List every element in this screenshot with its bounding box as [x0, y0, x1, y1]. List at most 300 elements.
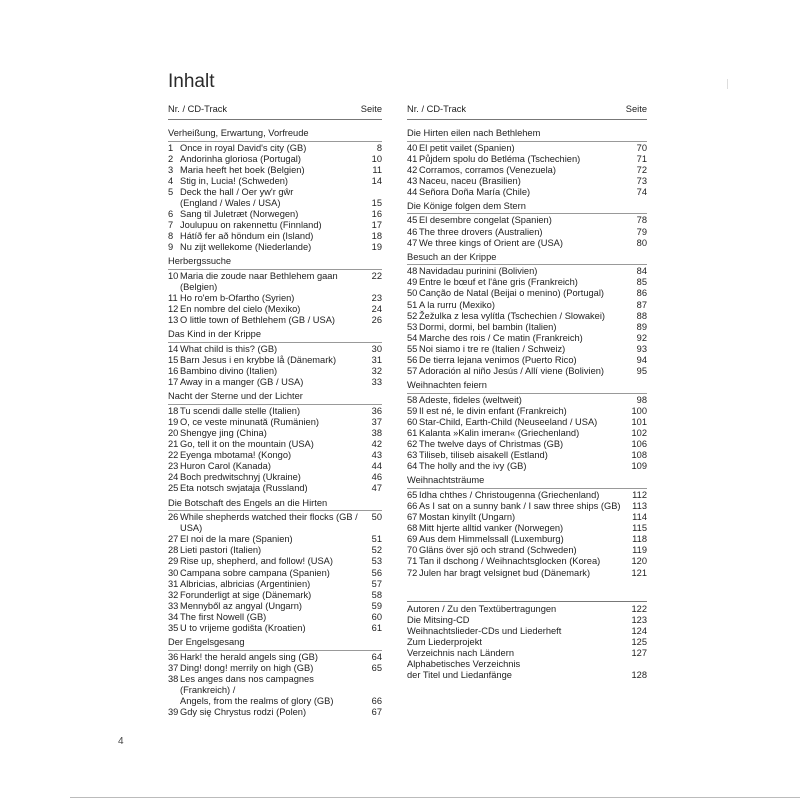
- track-number: 28: [168, 545, 179, 556]
- toc-entry: [168, 271, 382, 293]
- song-title: Eyenga mbotama! (Kongo): [180, 450, 292, 461]
- song-title: As I sat on a sunny bank / I saw three ships (GB): [419, 500, 621, 511]
- toc-entry: [168, 231, 382, 242]
- toc-section: [168, 498, 382, 635]
- song-title: Entre le bœuf et l'âne gris (Frankreich): [419, 277, 578, 288]
- appendix-title: Zum Liederprojekt: [407, 636, 482, 647]
- page-ref: 52: [371, 545, 382, 556]
- song-title: Stig in, Lucia! (Schweden): [180, 175, 289, 186]
- section-title: Herbergssuche: [168, 256, 382, 270]
- appendix-entry: [407, 648, 647, 659]
- track-header: Nr. / CD-Track: [407, 104, 467, 114]
- page-title: Inhalt: [168, 71, 215, 92]
- page-number: 4: [118, 736, 124, 747]
- track-number: 66: [407, 500, 418, 511]
- right-sections: [407, 128, 647, 579]
- page-ref: 8: [376, 142, 382, 153]
- track-number: 32: [168, 589, 179, 600]
- page-ref: 85: [636, 277, 647, 288]
- page-ref: 42: [371, 439, 382, 450]
- track-number: 19: [168, 416, 179, 427]
- track-number: 36: [168, 651, 179, 662]
- toc-entry: [407, 176, 647, 187]
- section-title: Die Könige folgen dem Stern: [407, 201, 647, 215]
- page-ref: 59: [371, 600, 382, 611]
- page-ref: 61: [371, 622, 382, 633]
- track-number: 33: [168, 600, 179, 611]
- song-title: Tan il dschong / Weihnachtsglocken (Korea): [419, 556, 601, 567]
- song-title: Marche des rois / Ce matin (Frankreich): [419, 332, 583, 343]
- song-title: Nu zijt wellekome (Niederlande): [180, 242, 312, 253]
- track-number: 22: [168, 450, 179, 461]
- track-number: 16: [168, 366, 179, 377]
- page-ref: 101: [631, 416, 647, 427]
- track-number: 3: [168, 164, 174, 175]
- toc-entry: [168, 428, 382, 439]
- toc-section: [168, 329, 382, 388]
- track-number: 63: [407, 450, 418, 461]
- page-ref: 89: [636, 321, 647, 332]
- page-ref: [362, 187, 382, 198]
- toc-left-column: [168, 103, 382, 718]
- toc-entry: [407, 277, 647, 288]
- appendix-title: Autoren / Zu den Textübertragungen: [407, 603, 557, 614]
- page-ref: 124: [631, 625, 647, 636]
- song-title: Señora Doña María (Chile): [419, 186, 531, 197]
- toc-entry: [168, 512, 382, 534]
- page-ref: 95: [636, 366, 647, 377]
- track-number: 7: [168, 220, 174, 231]
- toc-entry: [407, 215, 647, 226]
- song-title: Kalanta »Kalin imeran« (Griechenland): [419, 427, 580, 438]
- page-ref: 72: [636, 164, 647, 175]
- appendix-entry: [407, 604, 647, 615]
- toc-entry: [407, 395, 647, 406]
- song-title: Ho ro'em b-Ofartho (Syrien): [180, 293, 295, 304]
- track-number: 6: [168, 209, 174, 220]
- page-header: Seite: [625, 104, 647, 114]
- song-title: Maria heeft het boek (Belgien): [180, 164, 305, 175]
- appendix-list: [407, 601, 647, 682]
- toc-entry: [407, 227, 647, 238]
- toc-section: [168, 128, 382, 253]
- track-number: 9: [168, 242, 174, 253]
- track-number: 4: [168, 175, 174, 186]
- toc-entry: [168, 623, 382, 634]
- track-number: 25: [168, 483, 179, 494]
- toc-entry: [407, 238, 647, 249]
- appendix-entry: [407, 659, 647, 670]
- track-number: 46: [407, 226, 418, 237]
- page-ref: 50: [371, 512, 382, 523]
- track-number: 58: [407, 394, 418, 405]
- track-number: 64: [407, 461, 418, 472]
- track-number: 53: [407, 321, 418, 332]
- page-ref: 10: [371, 153, 382, 164]
- page-ref: 11: [372, 164, 382, 175]
- song-title: A la rurru (Mexiko): [419, 299, 495, 310]
- bottom-rule: [70, 797, 800, 798]
- page-ref: 112: [632, 489, 647, 500]
- page-ref: 66: [371, 695, 382, 706]
- toc-entry: [168, 674, 382, 696]
- song-title: Aus dem Himmelssall (Luxemburg): [419, 534, 564, 545]
- song-title: Bambino divino (Italien): [180, 366, 278, 377]
- track-number: 52: [407, 310, 418, 321]
- column-header: [168, 103, 382, 116]
- page-ref: 88: [636, 310, 647, 321]
- page-ref: 86: [636, 288, 647, 299]
- toc-entry: [168, 590, 382, 601]
- page-ref: 115: [632, 523, 647, 534]
- toc-entry: [407, 556, 647, 567]
- song-title: Joulupuu on rakennettu (Finnland): [180, 220, 322, 231]
- toc-section: [168, 256, 382, 326]
- track-number: [168, 696, 180, 707]
- toc-entry: [407, 417, 647, 428]
- page-header: Seite: [360, 104, 382, 114]
- page-ref: [362, 674, 382, 696]
- track-number: 61: [407, 427, 418, 438]
- toc-entry: [168, 534, 382, 545]
- song-title: El noi de la mare (Spanien): [180, 534, 293, 545]
- page-ref: 70: [636, 142, 647, 153]
- toc-entry: [168, 439, 382, 450]
- toc-entry: [168, 176, 382, 187]
- song-title: Albricias, albricias (Argentinien): [180, 578, 311, 589]
- toc-entry: [407, 266, 647, 277]
- page-ref: 80: [636, 237, 647, 248]
- page-ref: 47: [371, 483, 382, 494]
- song-title: Julen har bragt velsignet bud (Dänemark): [419, 567, 591, 578]
- toc-entry: [168, 220, 382, 231]
- toc-entry: [407, 165, 647, 176]
- track-number: 26: [168, 512, 179, 523]
- track-number: 30: [168, 567, 179, 578]
- song-title: While shepherds watched their flocks (GB / USA): [180, 512, 361, 534]
- page-ref: 127: [631, 647, 647, 658]
- track-number: 38: [168, 673, 179, 684]
- song-title: Mostan kinyílt (Ungarn): [419, 512, 516, 523]
- song-title: Žežulka z lesa vylítla (Tschechien / Slowakei): [419, 310, 606, 321]
- appendix-title: Verzeichnis nach Ländern: [407, 647, 514, 658]
- section-title: Nacht der Sterne und der Lichter: [168, 391, 382, 405]
- song-title: O, ce veste minunată (Rumänien): [180, 416, 319, 427]
- page-ref: 64: [371, 651, 382, 662]
- track-number: 20: [168, 427, 179, 438]
- header-rule: [168, 119, 382, 120]
- toc-entry: [407, 288, 647, 299]
- track-number: 45: [407, 215, 418, 226]
- toc-entry: [168, 315, 382, 326]
- page-ref: 123: [631, 614, 647, 625]
- page-ref: 128: [631, 670, 647, 681]
- track-number: 54: [407, 332, 418, 343]
- page-ref: 53: [371, 556, 382, 567]
- song-title: De tierra lejana venimos (Puerto Rico): [419, 355, 577, 365]
- song-title: Gdy się Chrystus rodzi (Polen): [180, 707, 307, 718]
- page-ref: 74: [636, 186, 647, 197]
- toc-entry: [168, 461, 382, 472]
- section-title: Verheißung, Erwartung, Vorfreude: [168, 128, 382, 142]
- track-number: 44: [407, 186, 418, 197]
- song-title: Boch predwitschnyj (Ukraine): [180, 472, 301, 483]
- toc-entry: [407, 534, 647, 545]
- page-ref: 33: [371, 377, 382, 388]
- toc-entry: [407, 300, 647, 311]
- page-ref: 24: [371, 304, 382, 315]
- toc-entry: [168, 612, 382, 623]
- page-ref: 120: [631, 556, 647, 567]
- song-title: Půjdem spolu do Betléma (Tschechien): [419, 153, 581, 164]
- track-number: 42: [407, 164, 418, 175]
- toc-entry: [407, 366, 647, 377]
- toc-entry: [407, 568, 647, 579]
- track-number: 27: [168, 534, 179, 545]
- page-ref: 32: [371, 366, 382, 377]
- toc-entry: [168, 187, 382, 198]
- page-ref: 119: [632, 545, 647, 556]
- page-ref: 92: [636, 332, 647, 343]
- page-ref: 31: [371, 355, 382, 365]
- song-title: Corramos, corramos (Venezuela): [419, 164, 556, 175]
- page-ref: 16: [371, 209, 382, 220]
- song-title: El petit vailet (Spanien): [419, 142, 515, 153]
- song-title: Maria die zoude naar Bethlehem gaan (Belgien): [180, 270, 341, 293]
- song-title: The three drovers (Australien): [419, 226, 543, 237]
- song-title: The twelve days of Christmas (GB): [419, 439, 564, 450]
- song-title: Tiliseb, tiliseb aisakell (Estland): [419, 450, 548, 461]
- song-title: U to vrijeme godišta (Kroatien): [180, 622, 306, 633]
- page-ref: 15: [371, 197, 382, 208]
- toc-entry: [168, 143, 382, 154]
- track-number: 11: [168, 293, 178, 304]
- track-number: 55: [407, 343, 418, 354]
- song-title: Mennyből az angyal (Ungarn): [180, 600, 302, 611]
- toc-entry: [168, 198, 382, 209]
- song-title: O little town of Bethlehem (GB / USA): [180, 315, 336, 326]
- page-ref: 100: [631, 405, 647, 416]
- track-number: 2: [168, 153, 174, 164]
- toc-entry: [407, 461, 647, 472]
- track-number: 49: [407, 277, 418, 288]
- toc-entry: [407, 501, 647, 512]
- track-number: 8: [168, 231, 174, 242]
- track-number: 13: [168, 315, 179, 326]
- toc-section: [407, 380, 647, 472]
- song-title: Campana sobre campana (Spanien): [180, 567, 330, 578]
- section-title: Weihnachtsträume: [407, 475, 647, 489]
- track-number: 24: [168, 472, 179, 483]
- page-ref: 114: [632, 512, 647, 523]
- page-ref: 51: [371, 534, 382, 545]
- toc-entry: [407, 439, 647, 450]
- toc-entry: [407, 523, 647, 534]
- track-number: 60: [407, 416, 418, 427]
- song-title: The first Nowell (GB): [180, 611, 267, 622]
- toc-entry: [168, 355, 382, 366]
- page-ref: 65: [371, 662, 382, 673]
- track-number: 35: [168, 622, 179, 633]
- toc-right-column: [407, 103, 647, 681]
- toc-entry: [407, 545, 647, 556]
- track-number: 51: [407, 299, 418, 310]
- song-title: Naceu, naceu (Brasilien): [419, 175, 521, 186]
- toc-entry: [168, 242, 382, 253]
- song-title: Mitt hjerte alltid vanker (Norwegen): [419, 523, 564, 534]
- track-number: 50: [407, 288, 418, 299]
- page-ref: 18: [371, 231, 382, 242]
- song-title: Hátíð fer að höndum ein (Island): [180, 231, 314, 242]
- toc-section: [407, 201, 647, 249]
- page-ref: 93: [636, 343, 647, 354]
- appendix-title: Die Mitsing-CD: [407, 614, 470, 625]
- page-ref: 106: [631, 439, 647, 450]
- track-number: 31: [168, 578, 179, 589]
- song-title: Once in royal David's city (GB): [180, 142, 307, 153]
- page-ref: 67: [371, 707, 382, 718]
- page-ref: 78: [636, 215, 647, 226]
- track-header: Nr. / CD-Track: [168, 104, 228, 114]
- toc-entry: [168, 652, 382, 663]
- track-number: 43: [407, 175, 418, 186]
- track-number: 72: [407, 567, 418, 578]
- track-number: 70: [407, 545, 418, 556]
- song-title: Idha chthes / Christougenna (Griechenland): [419, 489, 600, 500]
- page-ref: 43: [371, 450, 382, 461]
- page-ref: 19: [371, 242, 382, 253]
- track-number: 62: [407, 439, 418, 450]
- toc-entry: [168, 707, 382, 718]
- toc-entry: [407, 344, 647, 355]
- toc-entry: [168, 601, 382, 612]
- section-title: Die Hirten eilen nach Bethlehem: [407, 128, 647, 142]
- track-number: 68: [407, 523, 418, 534]
- appendix-title: Weihnachtslieder-CDs und Liederheft: [407, 625, 562, 636]
- page-ref: 36: [371, 405, 382, 416]
- toc-entry: [168, 406, 382, 417]
- track-number: 14: [168, 343, 179, 354]
- track-number: 15: [168, 355, 179, 365]
- song-title: We three kings of Orient are (USA): [419, 237, 563, 248]
- song-title: Deck the hall / Oer yw'r gŵr: [180, 186, 294, 197]
- track-number: 34: [168, 611, 179, 622]
- track-number: 29: [168, 556, 179, 567]
- track-number: 1: [168, 142, 174, 153]
- section-title: Das Kind in der Krippe: [168, 329, 382, 343]
- page-ref: 30: [371, 343, 382, 354]
- appendix-entry: [407, 637, 647, 648]
- toc-section: [407, 128, 647, 198]
- toc-entry: [168, 344, 382, 355]
- page-ref: 102: [631, 427, 647, 438]
- song-title: El desembre congelat (Spanien): [419, 215, 552, 226]
- song-title: Il est né, le divin enfant (Frankreich): [419, 405, 567, 416]
- song-title: Tu scendi dalle stelle (Italien): [180, 405, 301, 416]
- section-title: Die Botschaft des Engels an die Hirten: [168, 498, 382, 512]
- section-title: Besuch an der Krippe: [407, 252, 647, 266]
- track-number: 18: [168, 405, 179, 416]
- toc-entry: [168, 154, 382, 165]
- page-ref: 56: [371, 567, 382, 578]
- appendix-entry: [407, 670, 647, 681]
- toc-entry: [168, 293, 382, 304]
- page-ref: 26: [371, 315, 382, 326]
- song-title: Lieti pastori (Italien): [180, 545, 262, 556]
- page-ref: 22: [371, 270, 382, 281]
- toc-entry: [407, 322, 647, 333]
- track-number: 48: [407, 266, 418, 277]
- track-number: 5: [168, 186, 174, 197]
- track-number: 41: [407, 153, 418, 164]
- toc-entry: [168, 556, 382, 567]
- appendix-entry: [407, 615, 647, 626]
- page-ref: 122: [631, 603, 647, 614]
- toc-section: [168, 391, 382, 494]
- track-number: 21: [168, 439, 179, 450]
- track-number: 10: [168, 270, 179, 281]
- track-number: [168, 198, 180, 209]
- toc-entry: [168, 366, 382, 377]
- toc-entry: [168, 663, 382, 674]
- header-rule: [407, 119, 647, 120]
- toc-entry: [407, 490, 647, 501]
- appendix-title: Alphabetisches Verzeichnis: [407, 659, 521, 670]
- song-title: Angels, from the realms of glory (GB): [180, 695, 334, 706]
- song-title: Eta notsch swjataja (Russland): [180, 483, 308, 494]
- toc-entry: [407, 143, 647, 154]
- song-title: Dormi, dormi, bel bambin (Italien): [419, 321, 557, 332]
- toc-entry: [407, 450, 647, 461]
- toc-entry: [168, 579, 382, 590]
- track-number: 71: [407, 556, 418, 567]
- page-ref: 73: [636, 175, 647, 186]
- song-title: Sang til Juletræt (Norwegen): [180, 209, 299, 220]
- toc-entry: [407, 512, 647, 523]
- song-title: Barn Jesus i en krybbe lå (Dänemark): [180, 355, 337, 365]
- song-title: Star-Child, Earth-Child (Neuseeland / USA): [419, 416, 598, 427]
- song-title: Noi siamo i tre re (Italien / Schweiz): [419, 343, 566, 354]
- track-number: 56: [407, 355, 418, 365]
- song-title: Hark! the herald angels sing (GB): [180, 651, 318, 662]
- margin-mark: [727, 79, 728, 89]
- toc-entry: [407, 187, 647, 198]
- song-title: Shengye jing (China): [180, 427, 267, 438]
- song-title: Canção de Natal (Beijai o menino) (Portugal): [419, 288, 604, 299]
- song-title: Andorinha gloriosa (Portugal): [180, 153, 301, 164]
- appendix-title: der Titel und Liedanfänge: [407, 670, 512, 681]
- track-number: 17: [168, 377, 179, 388]
- page-ref: 60: [371, 611, 382, 622]
- toc-entry: [407, 355, 647, 366]
- toc-entry: [168, 304, 382, 315]
- track-number: 39: [168, 707, 179, 718]
- page-ref: 109: [631, 461, 647, 472]
- song-title: Les anges dans nos campagnes (Frankreich) /: [180, 673, 317, 695]
- track-number: 59: [407, 405, 418, 416]
- song-title: (England / Wales / USA): [180, 197, 281, 208]
- toc-entry: [168, 472, 382, 483]
- page-ref: 94: [636, 355, 647, 365]
- page-ref: 44: [371, 461, 382, 472]
- page-ref: 71: [636, 153, 647, 164]
- track-number: 23: [168, 461, 179, 472]
- song-title: Ding! dong! merrily on high (GB): [180, 662, 314, 673]
- page-ref: 57: [371, 578, 382, 589]
- page-ref: 113: [632, 500, 647, 511]
- toc-entry: [407, 428, 647, 439]
- page-ref: 46: [371, 472, 382, 483]
